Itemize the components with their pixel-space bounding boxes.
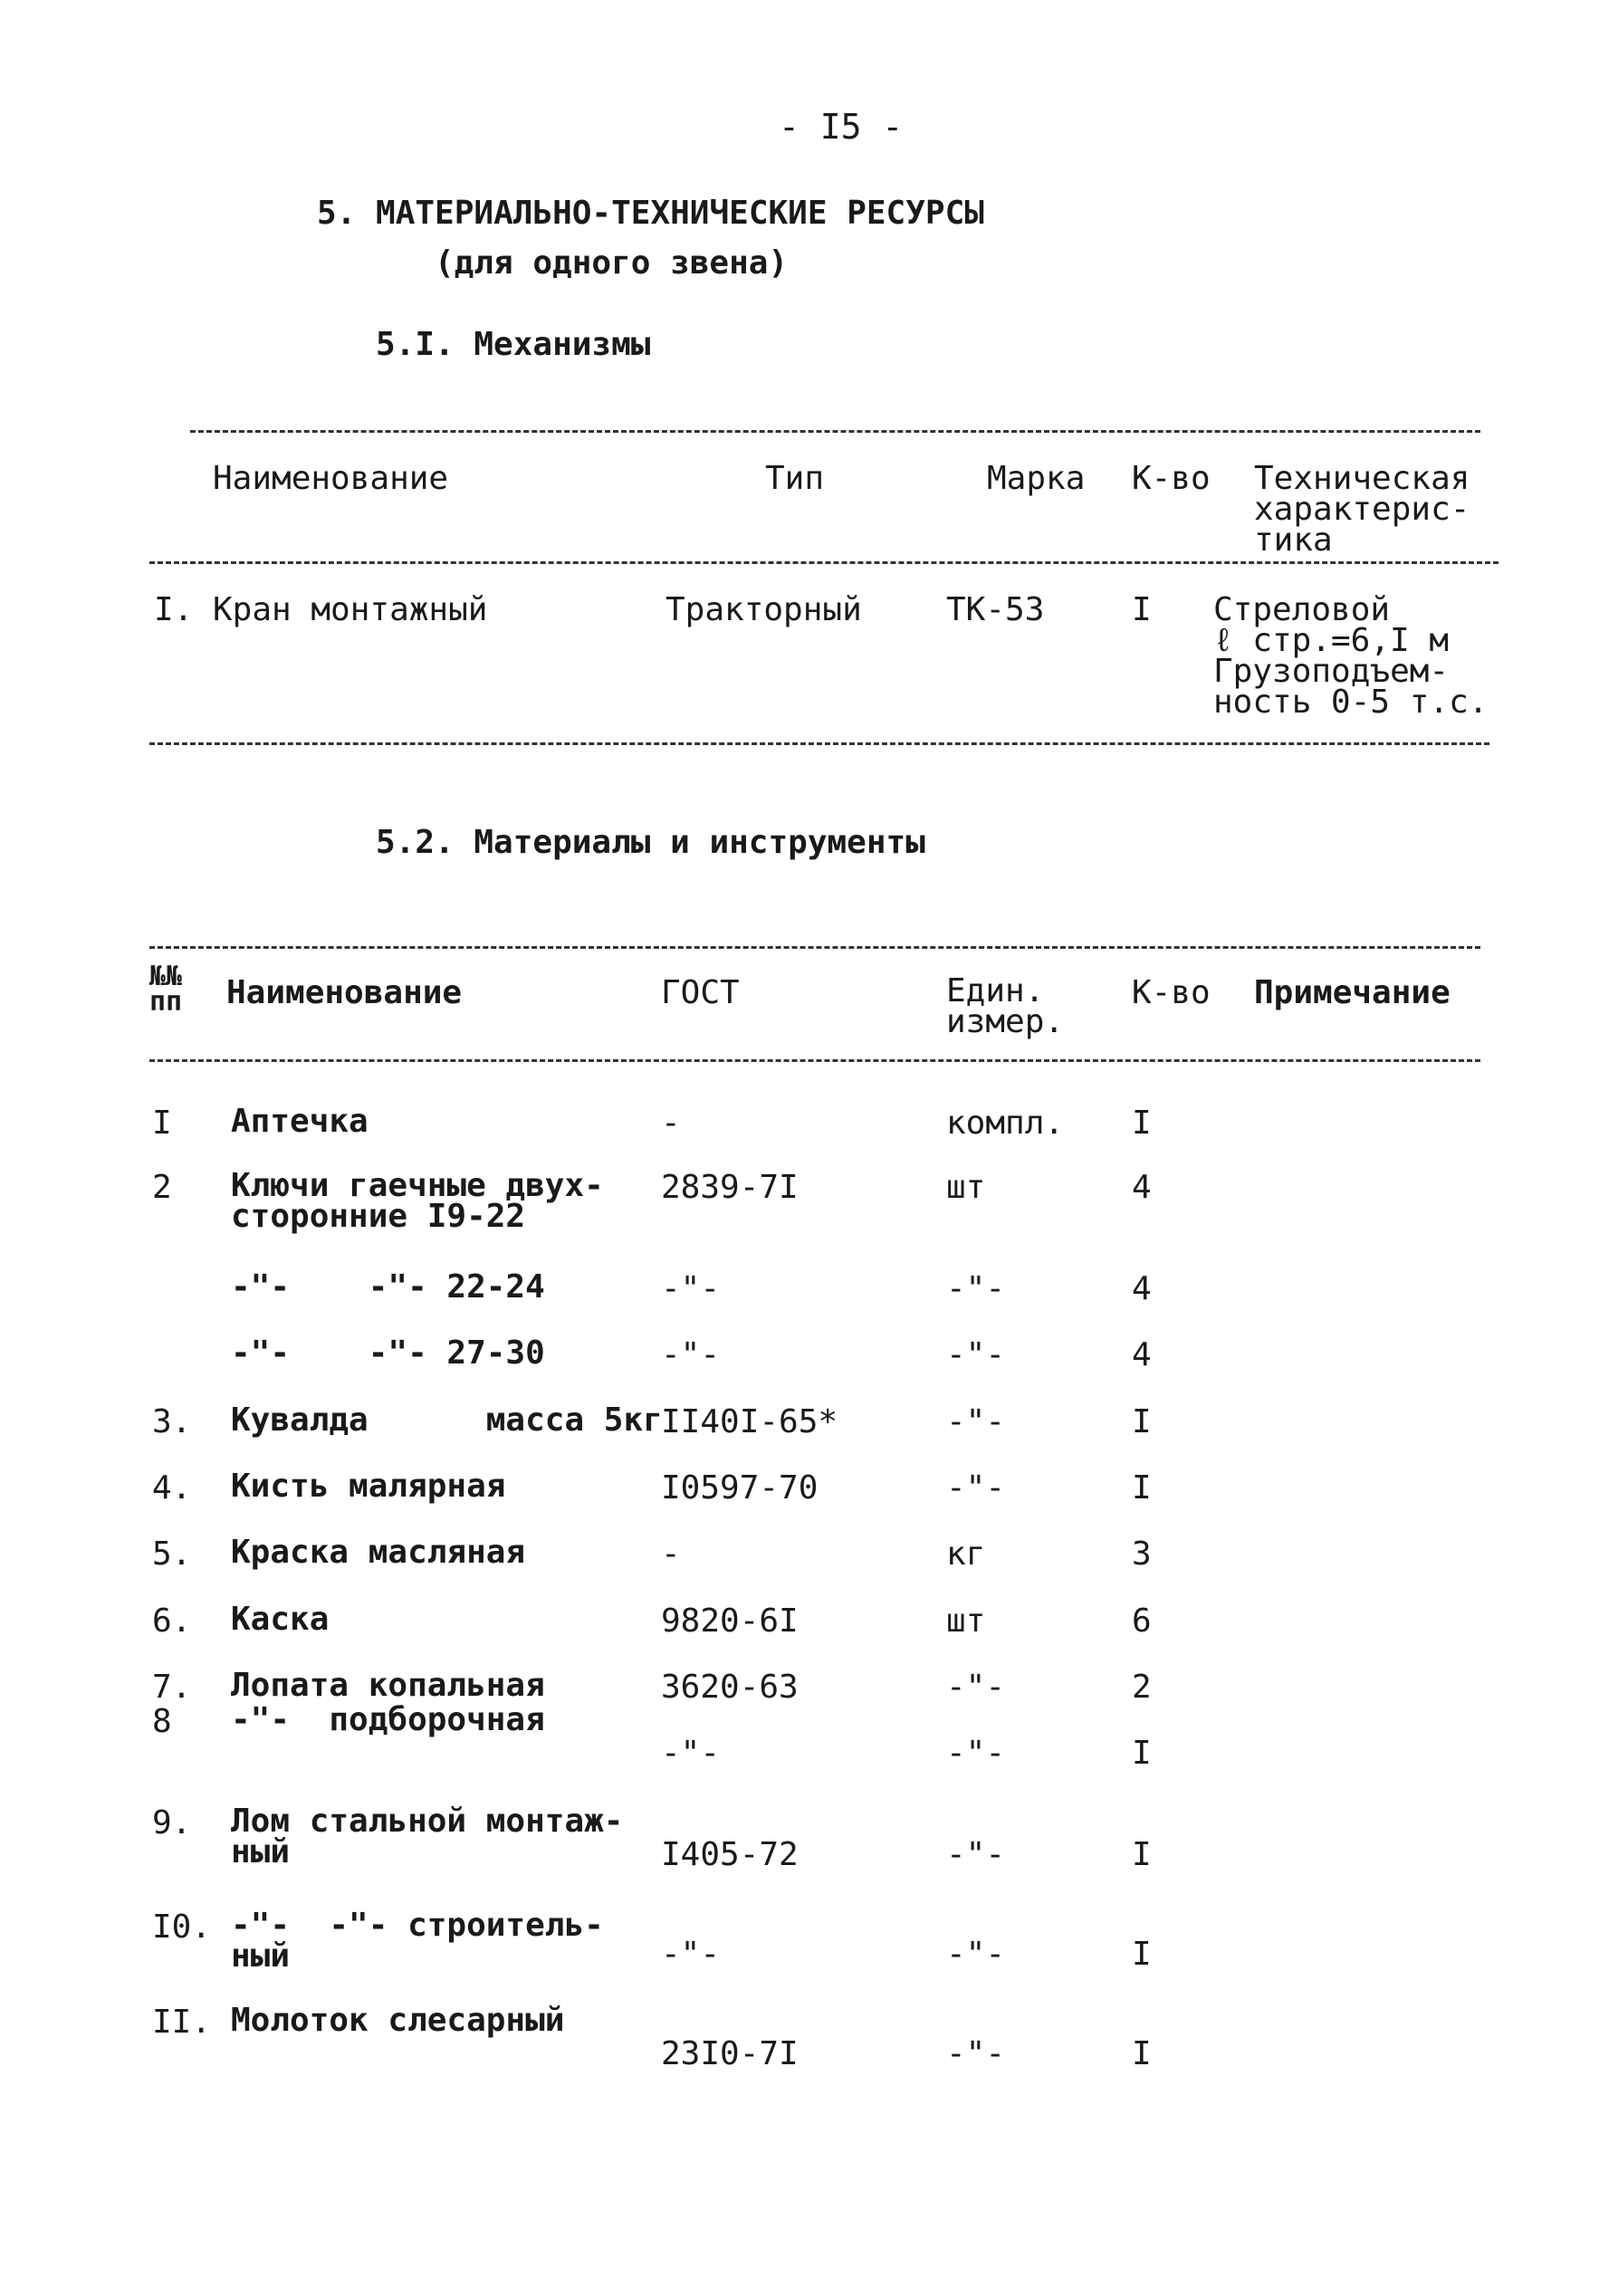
col-header-mat-name: Наименование: [226, 974, 463, 1011]
page-number: - I5 -: [779, 107, 904, 147]
material-row-qty: 3: [1132, 1535, 1152, 1573]
material-row-name: -"- -"- 27-30: [231, 1335, 545, 1372]
material-row-qty: I: [1132, 1936, 1152, 1973]
material-row-unit: -"-: [946, 1403, 1006, 1440]
material-row-qty: I: [1132, 1735, 1152, 1772]
material-row-name: -"- подборочная: [231, 1701, 545, 1738]
material-row-num: II.: [152, 2004, 212, 2041]
col-header-mat-qty: К-во: [1132, 974, 1211, 1011]
material-row-gost: -"-: [661, 1936, 721, 1973]
table-bottom-rule: [149, 742, 1489, 745]
material-row-num: I: [152, 1105, 172, 1142]
material-row-gost: I0597-70: [661, 1469, 819, 1507]
material-row-gost: -: [661, 1105, 681, 1142]
col-header-name: Наименование: [213, 460, 449, 497]
materials-header-rule: [149, 1059, 1480, 1062]
material-row-num: 7.: [152, 1669, 192, 1706]
material-row-qty: I: [1132, 2035, 1152, 2072]
material-row-qty: I: [1132, 1105, 1152, 1142]
material-row-unit: компл.: [946, 1105, 1065, 1142]
material-row-gost: 23I0-7I: [661, 2035, 799, 2072]
material-row-num: 8: [152, 1703, 172, 1740]
material-row-qty: 4: [1132, 1336, 1152, 1373]
material-row-gost: I405-72: [661, 1836, 799, 1873]
material-row-num: 2: [152, 1169, 172, 1206]
material-row-unit: -"-: [946, 2035, 1006, 2072]
material-row-unit: -"-: [946, 1469, 1006, 1507]
material-row-unit: -"-: [946, 1669, 1006, 1706]
material-row-name: Молоток слесарный: [231, 2002, 565, 2039]
material-row-qty: I: [1132, 1469, 1152, 1507]
material-row-qty: 2: [1132, 1669, 1152, 1706]
material-row-gost: -"-: [661, 1735, 721, 1772]
material-row-unit: -"-: [946, 1336, 1006, 1373]
mech-row-num: I.: [154, 591, 194, 628]
material-row-name: Аптечка: [231, 1103, 369, 1140]
mech-row-spec: Стреловой ℓ стр.=6,I м Грузоподъем- ность 0-5 т.с.: [1213, 591, 1489, 721]
material-row-qty: I: [1132, 1403, 1152, 1440]
material-row-qty: 4: [1132, 1169, 1152, 1206]
material-row-num: 6.: [152, 1602, 192, 1640]
col-header-num: №№ пп: [149, 961, 183, 1018]
mech-row-qty: I: [1132, 591, 1152, 628]
material-row-qty: 6: [1132, 1602, 1152, 1640]
material-row-qty: 4: [1132, 1270, 1152, 1307]
material-row-gost: -"-: [661, 1270, 721, 1307]
material-row-name: Кувалда масса 5кг: [231, 1402, 663, 1439]
material-row-gost: 9820-6I: [661, 1602, 799, 1640]
mech-row-name: Кран монтажный: [213, 591, 488, 628]
material-row-gost: -: [661, 1535, 681, 1573]
material-row-unit: шт: [946, 1602, 986, 1640]
material-row-name: Лом стальной монтаж- ный: [231, 1803, 624, 1870]
material-row-name: Каска: [231, 1601, 330, 1638]
col-header-gost: ГОСТ: [661, 974, 740, 1011]
col-header-type: Тип: [765, 460, 825, 497]
material-row-num: I0.: [152, 1909, 212, 1946]
table-header-rule: [149, 561, 1498, 564]
col-header-brand: Марка: [987, 460, 1086, 497]
mechanisms-heading: 5.I. Механизмы: [376, 326, 651, 363]
col-header-unit: Един. измер.: [946, 972, 1065, 1040]
material-row-unit: кг: [946, 1535, 986, 1573]
material-row-name: -"- -"- строитель- ный: [231, 1907, 604, 1975]
material-row-qty: I: [1132, 1836, 1152, 1873]
material-row-gost: 3620-63: [661, 1669, 799, 1706]
materials-heading: 5.2. Материалы и инструменты: [376, 824, 925, 861]
materials-top-rule: [149, 946, 1480, 949]
material-row-unit: -"-: [946, 1836, 1006, 1873]
mech-row-type: Тракторный: [665, 591, 862, 628]
material-row-unit: -"-: [946, 1735, 1006, 1772]
material-row-num: 5.: [152, 1535, 192, 1573]
material-row-name: Лопата копальная: [231, 1667, 545, 1704]
material-row-num: 3.: [152, 1403, 192, 1440]
table-top-rule: [190, 430, 1480, 433]
mech-row-brand: ТК-53: [946, 591, 1045, 628]
material-row-gost: -"-: [661, 1336, 721, 1373]
material-row-name: Краска масляная: [231, 1534, 526, 1571]
material-row-gost: 2839-7I: [661, 1169, 799, 1206]
section-subtitle: (для одного звена): [435, 244, 789, 282]
material-row-name: -"- -"- 22-24: [231, 1268, 545, 1306]
col-header-qty: К-во: [1132, 460, 1211, 497]
material-row-unit: шт: [946, 1169, 986, 1206]
material-row-gost: II40I-65*: [661, 1403, 838, 1440]
col-header-note: Примечание: [1254, 974, 1451, 1011]
section-title: 5. МАТЕРИАЛЬНО-ТЕХНИЧЕСКИЕ РЕСУРСЫ: [317, 195, 984, 232]
material-row-unit: -"-: [946, 1936, 1006, 1973]
material-row-name: Кисть малярная: [231, 1468, 506, 1505]
material-row-num: 4.: [152, 1469, 192, 1507]
material-row-unit: -"-: [946, 1270, 1006, 1307]
col-header-spec: Техническая характерис- тика: [1254, 460, 1470, 559]
material-row-name: Ключи гаечные двух- сторонние I9-22: [231, 1167, 604, 1235]
material-row-num: 9.: [152, 1804, 192, 1842]
